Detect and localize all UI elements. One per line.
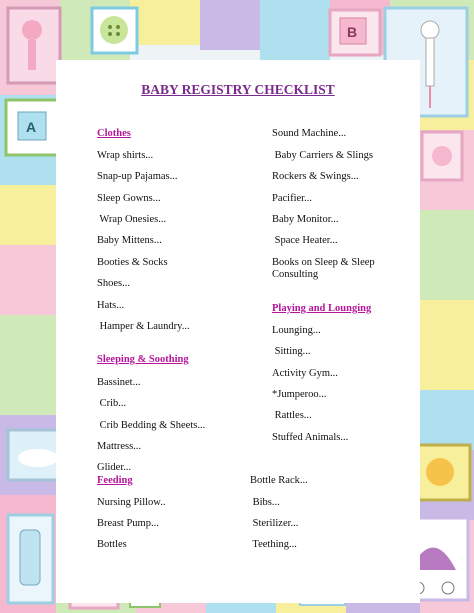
- list-item: Nursing Pillow..: [97, 497, 166, 508]
- list-item: Hats...: [97, 300, 125, 311]
- list-item: Lounging...: [272, 325, 321, 336]
- list-item: Bottle Rack...: [250, 475, 308, 486]
- list-item: Rattles...: [272, 410, 312, 421]
- list-item: Rockers & Swings...: [272, 171, 359, 182]
- list-item: Bottles: [97, 539, 127, 550]
- list-item: Activity Gym...: [272, 368, 338, 379]
- list-item: Sterilizer...: [250, 518, 299, 529]
- list-item: Teething...: [250, 539, 297, 550]
- list-item: Crib Bedding & Sheets...: [97, 420, 206, 431]
- list-item: Baby Carriers & Slings: [272, 150, 373, 161]
- list-item: Shoes...: [97, 278, 130, 289]
- list-item: Books on Sleep & Sleep Consulting: [272, 257, 375, 280]
- list-item: Breast Pump...: [97, 518, 159, 529]
- heading-feeding: Feeding: [97, 475, 133, 486]
- list-item: Sound Machine...: [272, 128, 347, 139]
- list-item: Sitting...: [272, 346, 311, 357]
- block-letter-a: A: [26, 119, 37, 135]
- list-item: Space Heater...: [272, 235, 338, 246]
- list-item: Bassinet...: [97, 377, 141, 388]
- heading-clothes: Clothes: [97, 128, 131, 139]
- list-item: Bibs...: [250, 497, 280, 508]
- list-item: Snap-up Pajamas...: [97, 171, 178, 182]
- list-item: Booties & Socks: [97, 257, 168, 268]
- list-item: Glider...: [97, 462, 132, 473]
- list-item: Baby Mittens...: [97, 235, 162, 246]
- list-item: Pacifier...: [272, 193, 312, 204]
- list-item: Sleep Gowns...: [97, 193, 161, 204]
- checklist-page: [56, 60, 420, 603]
- list-item: Stuffed Animals...: [272, 432, 349, 443]
- page-title: BABY REGISTRY CHECKLIST: [141, 82, 335, 97]
- list-item: Baby Monitor...: [272, 214, 339, 225]
- list-item: Crib...: [97, 398, 127, 409]
- list-item: *Jumperoo...: [272, 389, 327, 400]
- list-item: Wrap Onesies...: [97, 214, 167, 225]
- heading-playing-lounging: Playing and Lounging: [272, 303, 372, 314]
- heading-sleeping-soothing: Sleeping & Soothing: [97, 354, 189, 365]
- list-item: Mattress...: [97, 441, 142, 452]
- block-letter-b: B: [347, 24, 358, 40]
- list-item: Hamper & Laundry...: [97, 321, 190, 332]
- list-item: Wrap shirts...: [97, 150, 154, 161]
